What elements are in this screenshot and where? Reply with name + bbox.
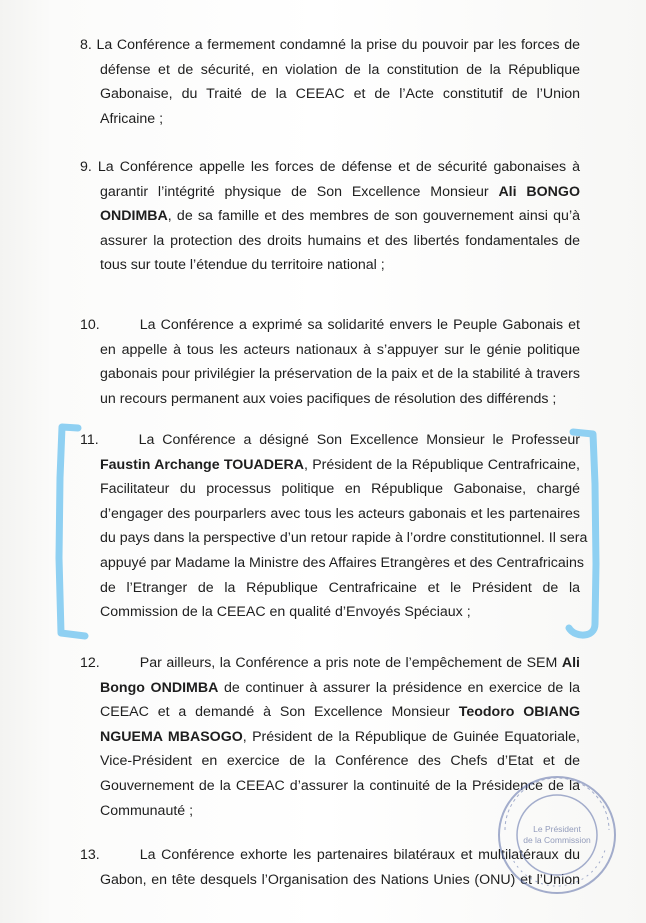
paragraph-number: 10. bbox=[80, 317, 100, 333]
paragraph-line bbox=[80, 313, 580, 338]
paragraph-text: CEEAC et a demandé à Son Excellence Monsieur bbox=[100, 704, 450, 721]
paragraph-text: La Conférence exhorte les partenaires bilatéraux et multilatéraux du bbox=[139, 847, 580, 863]
stamp-line: de la Commission bbox=[523, 835, 591, 845]
paragraph-8 bbox=[80, 33, 580, 131]
stamp-line: Le Président bbox=[533, 824, 581, 834]
paragraph-text: Par ailleurs, la Conférence a pris note de l’empêchement de SEM bbox=[139, 655, 558, 671]
paragraph-line: Gouvernement de la CEEAC d’assurer la continuité de la Présidence de la bbox=[100, 777, 580, 794]
paragraph-line: d’engager des pourparlers avec tous les acteurs gabonais et les partenaires bbox=[100, 505, 580, 522]
paragraph-number: 8. bbox=[80, 37, 92, 53]
paragraph-text: , Président de la République Centrafricaine, bbox=[304, 456, 580, 473]
paragraph-11 bbox=[80, 428, 588, 625]
paragraph-number: 12. bbox=[80, 655, 100, 671]
paragraph-line: en appelle à tous les acteurs nationaux à s’appuyer sur le génie politique bbox=[100, 341, 580, 358]
paragraph-line: gabonais pour privilégier la préservation de la paix et de la stabilité à travers bbox=[100, 366, 580, 383]
name-emphasis: Ali bbox=[561, 655, 580, 671]
paragraph-line bbox=[80, 180, 580, 205]
paragraph-9 bbox=[80, 155, 580, 278]
paragraph-line: Africaine ; bbox=[100, 110, 164, 127]
paragraph-line: défense et de sécurité, en violation de la constitution de la République bbox=[100, 61, 580, 78]
name-emphasis: Teodoro OBIANG bbox=[458, 704, 580, 721]
paragraph-number: 13. bbox=[80, 847, 100, 863]
paragraph-number: 11. bbox=[80, 432, 99, 448]
paragraph-line: Gabonaise, du Traité de la CEEAC et de l’Acte constitutif de l’Union bbox=[100, 86, 580, 103]
name-emphasis: Ali BONGO bbox=[498, 183, 580, 200]
official-stamp bbox=[485, 770, 625, 900]
paragraph-line bbox=[80, 651, 580, 676]
paragraph-line bbox=[80, 428, 580, 453]
paragraph-line: tous sur toute l’étendue du territoire national ; bbox=[100, 257, 385, 274]
paragraph-text: La Conférence a fermement condamné la prise du pouvoir par les forces de bbox=[96, 37, 580, 53]
paragraph-line: Gabon, en tête desquels l’Organisation des Nations Unies (ONU) et l’Union bbox=[100, 871, 580, 888]
paragraph-line bbox=[80, 204, 580, 229]
name-emphasis: ONDIMBA bbox=[100, 208, 168, 225]
paragraph-text: garantir l’intégrité physique de Son Excellence Monsieur bbox=[100, 183, 489, 200]
paragraph-line: appuyé par Madame la Ministre des Affaires Etrangères et des Centrafricains bbox=[100, 554, 584, 571]
paragraph-line: Commission de la CEEAC en qualité d’Envoyés Spéciaux ; bbox=[100, 604, 471, 621]
paragraph-line bbox=[80, 33, 580, 58]
paragraph-line bbox=[80, 700, 580, 725]
paragraph-line: de l’Etranger de la République Centrafricaine et le Président de la bbox=[100, 579, 580, 596]
paragraph-line bbox=[80, 725, 580, 750]
paragraph-number: 9. bbox=[80, 159, 92, 175]
name-emphasis: Faustin Archange TOUADERA bbox=[100, 456, 304, 473]
paragraph-text: La Conférence a exprimé sa solidarité envers le Peuple Gabonais et bbox=[139, 317, 580, 333]
paragraph-10 bbox=[80, 313, 580, 411]
paragraph-line: Facilitateur du processus politique en République Gabonaise, chargé bbox=[100, 481, 580, 498]
name-emphasis: Bongo ONDIMBA bbox=[100, 679, 219, 696]
paragraph-text: , de sa famille et des membres de son gouvernement ainsi qu’à bbox=[167, 208, 580, 225]
paragraph-text: La Conférence appelle les forces de défense et de sécurité gabonaises à bbox=[97, 159, 580, 175]
paragraph-line: Communauté ; bbox=[100, 802, 194, 819]
paragraph-line: un recours permanent aux voies pacifiques de résolution des différends ; bbox=[100, 390, 557, 407]
paragraph-text: de continuer à assurer la présidence en exercice de la bbox=[218, 679, 580, 696]
paragraph-text: , Président de la République de Guinée Equatoriale, bbox=[242, 728, 580, 745]
name-emphasis: NGUEMA MBASOGO bbox=[100, 728, 243, 745]
paragraph-line: assurer la protection des droits humains et des libertés fondamentales de bbox=[100, 232, 580, 249]
paragraph-line bbox=[80, 155, 580, 180]
paragraph-text: La Conférence a désigné Son Excellence Monsieur le Professeur bbox=[138, 432, 580, 448]
paragraph-line bbox=[80, 676, 580, 701]
paragraph-line: du pays dans la perspective d’un retour rapide à l’ordre constitutionnel. Il sera bbox=[100, 530, 588, 547]
paragraph-line bbox=[80, 453, 580, 478]
paragraph-line: Vice-Président en exercice de la Conférence des Chefs d’Etat et de bbox=[100, 753, 580, 770]
